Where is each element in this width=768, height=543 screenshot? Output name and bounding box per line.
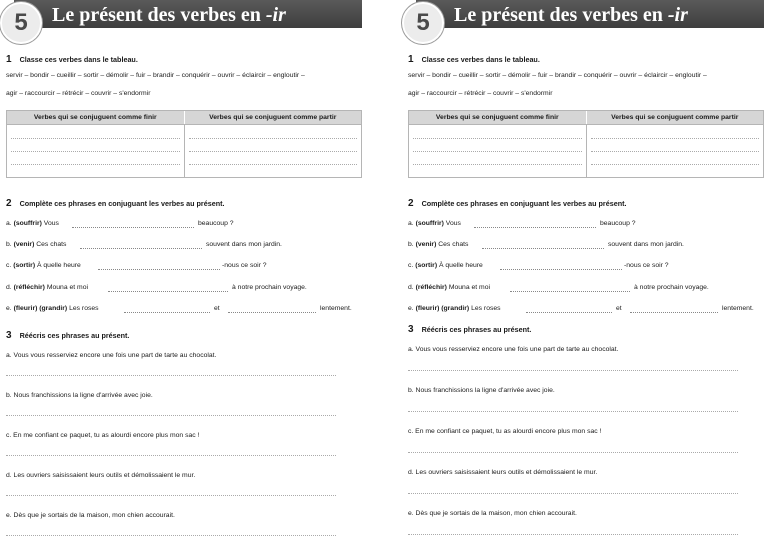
blank-b[interactable]: [80, 243, 202, 249]
blank-e1[interactable]: [124, 307, 210, 313]
exercise-1-heading: 1 Classe ces verbes dans le tableau.: [6, 54, 138, 65]
sentence-d: d. (réfléchir) Mouna et moi: [408, 284, 490, 291]
blank-a[interactable]: [72, 222, 194, 228]
sentence-e: e. (fleurir) (grandir) Les roses: [408, 305, 501, 312]
sentence-b: b. (venir) Ces chats: [408, 241, 469, 248]
answer-line-b[interactable]: [6, 415, 336, 416]
page-title: Le présent des verbes en -ir: [52, 4, 286, 26]
table-column-finir[interactable]: [409, 125, 586, 177]
chapter-number-badge: 5: [402, 2, 444, 44]
verb-list-line-2: agir – raccourcir – rétrécir – couvrir – s'endormir: [408, 90, 553, 97]
answer-line-d[interactable]: [408, 493, 738, 494]
answer-line-c[interactable]: [408, 452, 738, 453]
rewrite-sentence-d: d. Les ouvriers saisissaient leurs outils et démolissaient le mur.: [408, 469, 598, 476]
chapter-number-badge: 5: [0, 2, 42, 44]
answer-line-b[interactable]: [408, 411, 738, 412]
verb-list-line-2: agir – raccourcir – rétrécir – couvrir – s'endormir: [6, 90, 151, 97]
sentence-e: e. (fleurir) (grandir) Les roses: [6, 305, 99, 312]
table-column-finir[interactable]: [7, 125, 184, 177]
page-title: Le présent des verbes en -ir: [454, 4, 688, 26]
worksheet-page-left: 5 Le présent des verbes en -ir 1 Classe ces verbes dans le tableau. servir – bondir – cueillir – sortir – démolir – fuir – brandir – conquérir – ouvrir – éclaircir – engloutir – agir – raccourcir – rétrécir – couvrir – s'endormir Verbes qui se conjuguent comme finir Verbes qui se conjuguent comme partir 2 Complète ces phrases en conjuguant les verbes au présent. a. (souffrir) Vous beaucoup ? b. (venir) Ces chats souvent dans mon jardin. c. (sortir) À quelle heure -nous ce soir ? d. (réfléchir) Mouna et moi à notre prochain voyage. e. (fleurir) (grandir) Les roses et lentement. 3 Réécris ces phrases au présent. a. Vous vous resserviez encore une fois une part de tarte au chocolat. b. Nous franchissions la ligne d'arrivée avec joie. c. En me confiant ce paquet, tu as alourdi encore plus mon sac ! d. Les ouvriers saisissaient leurs outils et démolissaient le mur. e. Dès que je sortais de la maison, mon chien accourait.: [0, 0, 362, 543]
verb-classification-table: [408, 110, 764, 178]
blank-e2[interactable]: [630, 307, 718, 313]
verb-classification-table: [6, 110, 362, 178]
answer-line-c[interactable]: [6, 455, 336, 456]
sentence-a: a. (souffrir) Vous: [408, 220, 461, 227]
blank-e1[interactable]: [526, 307, 612, 313]
blank-b[interactable]: [482, 243, 604, 249]
rewrite-sentence-c: c. En me confiant ce paquet, tu as alourdi encore plus mon sac !: [6, 432, 200, 439]
blank-c[interactable]: [500, 264, 622, 270]
verb-list-line-1: servir – bondir – cueillir – sortir – démolir – fuir – brandir – conquérir – ouvrir – éclaircir – engloutir –: [408, 72, 707, 79]
rewrite-sentence-e: e. Dès que je sortais de la maison, mon chien accourait.: [6, 512, 175, 519]
exercise-3-heading: 3 Réécris ces phrases au présent.: [408, 324, 532, 335]
blank-a[interactable]: [474, 222, 596, 228]
sentence-c: c. (sortir) À quelle heure: [408, 262, 483, 269]
rewrite-sentence-a: a. Vous vous resserviez encore une fois une part de tarte au chocolat.: [6, 352, 217, 359]
rewrite-sentence-c: c. En me confiant ce paquet, tu as alourdi encore plus mon sac !: [408, 428, 602, 435]
worksheet-page-right: 5 Le présent des verbes en -ir 1 Classe ces verbes dans le tableau. servir – bondir – cueillir – sortir – démolir – fuir – brandir – conquérir – ouvrir – éclaircir – engloutir – agir – raccourcir – rétrécir – couvrir – s'endormir Verbes qui se conjuguent comme finir Verbes qui se conjuguent comme partir 2 Complète ces phrases en conjuguant les verbes au présent. a. (souffrir) Vous beaucoup ? b. (venir) Ces chats souvent dans mon jardin. c. (sortir) À quelle heure -nous ce soir ? d. (réfléchir) Mouna et moi à notre prochain voyage. e. (fleurir) (grandir) Les roses et lentement. 3 Réécris ces phrases au présent. a. Vous vous resserviez encore une fois une part de tarte au chocolat. b. Nous franchissions la ligne d'arrivée avec joie. c. En me confiant ce paquet, tu as alourdi encore plus mon sac ! d. Les ouvriers saisissaient leurs outils et démolissaient le mur. e. Dès que je sortais de la maison, mon chien accourait.: [402, 0, 764, 543]
sentence-c: c. (sortir) À quelle heure: [6, 262, 81, 269]
column-header-partir: Verbes qui se conjuguent comme partir: [586, 111, 764, 124]
rewrite-sentence-e: e. Dès que je sortais de la maison, mon chien accourait.: [408, 510, 577, 517]
exercise-2-heading: 2 Complète ces phrases en conjuguant les verbes au présent.: [408, 198, 627, 209]
title-banner: [402, 0, 764, 44]
blank-c[interactable]: [98, 264, 220, 270]
answer-line-a[interactable]: [6, 375, 336, 376]
verb-list-line-1: servir – bondir – cueillir – sortir – démolir – fuir – brandir – conquérir – ouvrir – éclaircir – engloutir –: [6, 72, 305, 79]
blank-d[interactable]: [510, 286, 630, 292]
answer-line-a[interactable]: [408, 370, 738, 371]
rewrite-sentence-b: b. Nous franchissions la ligne d'arrivée avec joie.: [408, 387, 555, 394]
sentence-b: b. (venir) Ces chats: [6, 241, 67, 248]
sentence-d: d. (réfléchir) Mouna et moi: [6, 284, 88, 291]
column-header-partir: Verbes qui se conjuguent comme partir: [184, 111, 362, 124]
column-header-finir: Verbes qui se conjuguent comme finir: [33, 114, 157, 121]
exercise-1-heading: 1 Classe ces verbes dans le tableau.: [408, 54, 540, 65]
sentence-a: a. (souffrir) Vous: [6, 220, 59, 227]
rewrite-sentence-a: a. Vous vous resserviez encore une fois une part de tarte au chocolat.: [408, 346, 619, 353]
rewrite-sentence-d: d. Les ouvriers saisissaient leurs outils et démolissaient le mur.: [6, 472, 196, 479]
answer-line-e[interactable]: [6, 535, 336, 536]
rewrite-sentence-b: b. Nous franchissions la ligne d'arrivée avec joie.: [6, 392, 153, 399]
blank-d[interactable]: [108, 286, 228, 292]
column-header-finir: Verbes qui se conjuguent comme finir: [435, 114, 559, 121]
answer-line-d[interactable]: [6, 495, 336, 496]
table-column-partir[interactable]: [184, 125, 362, 177]
exercise-3-heading: 3 Réécris ces phrases au présent.: [6, 330, 130, 341]
answer-line-e[interactable]: [408, 534, 738, 535]
blank-e2[interactable]: [228, 307, 316, 313]
exercise-2-heading: 2 Complète ces phrases en conjuguant les verbes au présent.: [6, 198, 225, 209]
table-column-partir[interactable]: [586, 125, 764, 177]
title-banner: [0, 0, 362, 44]
